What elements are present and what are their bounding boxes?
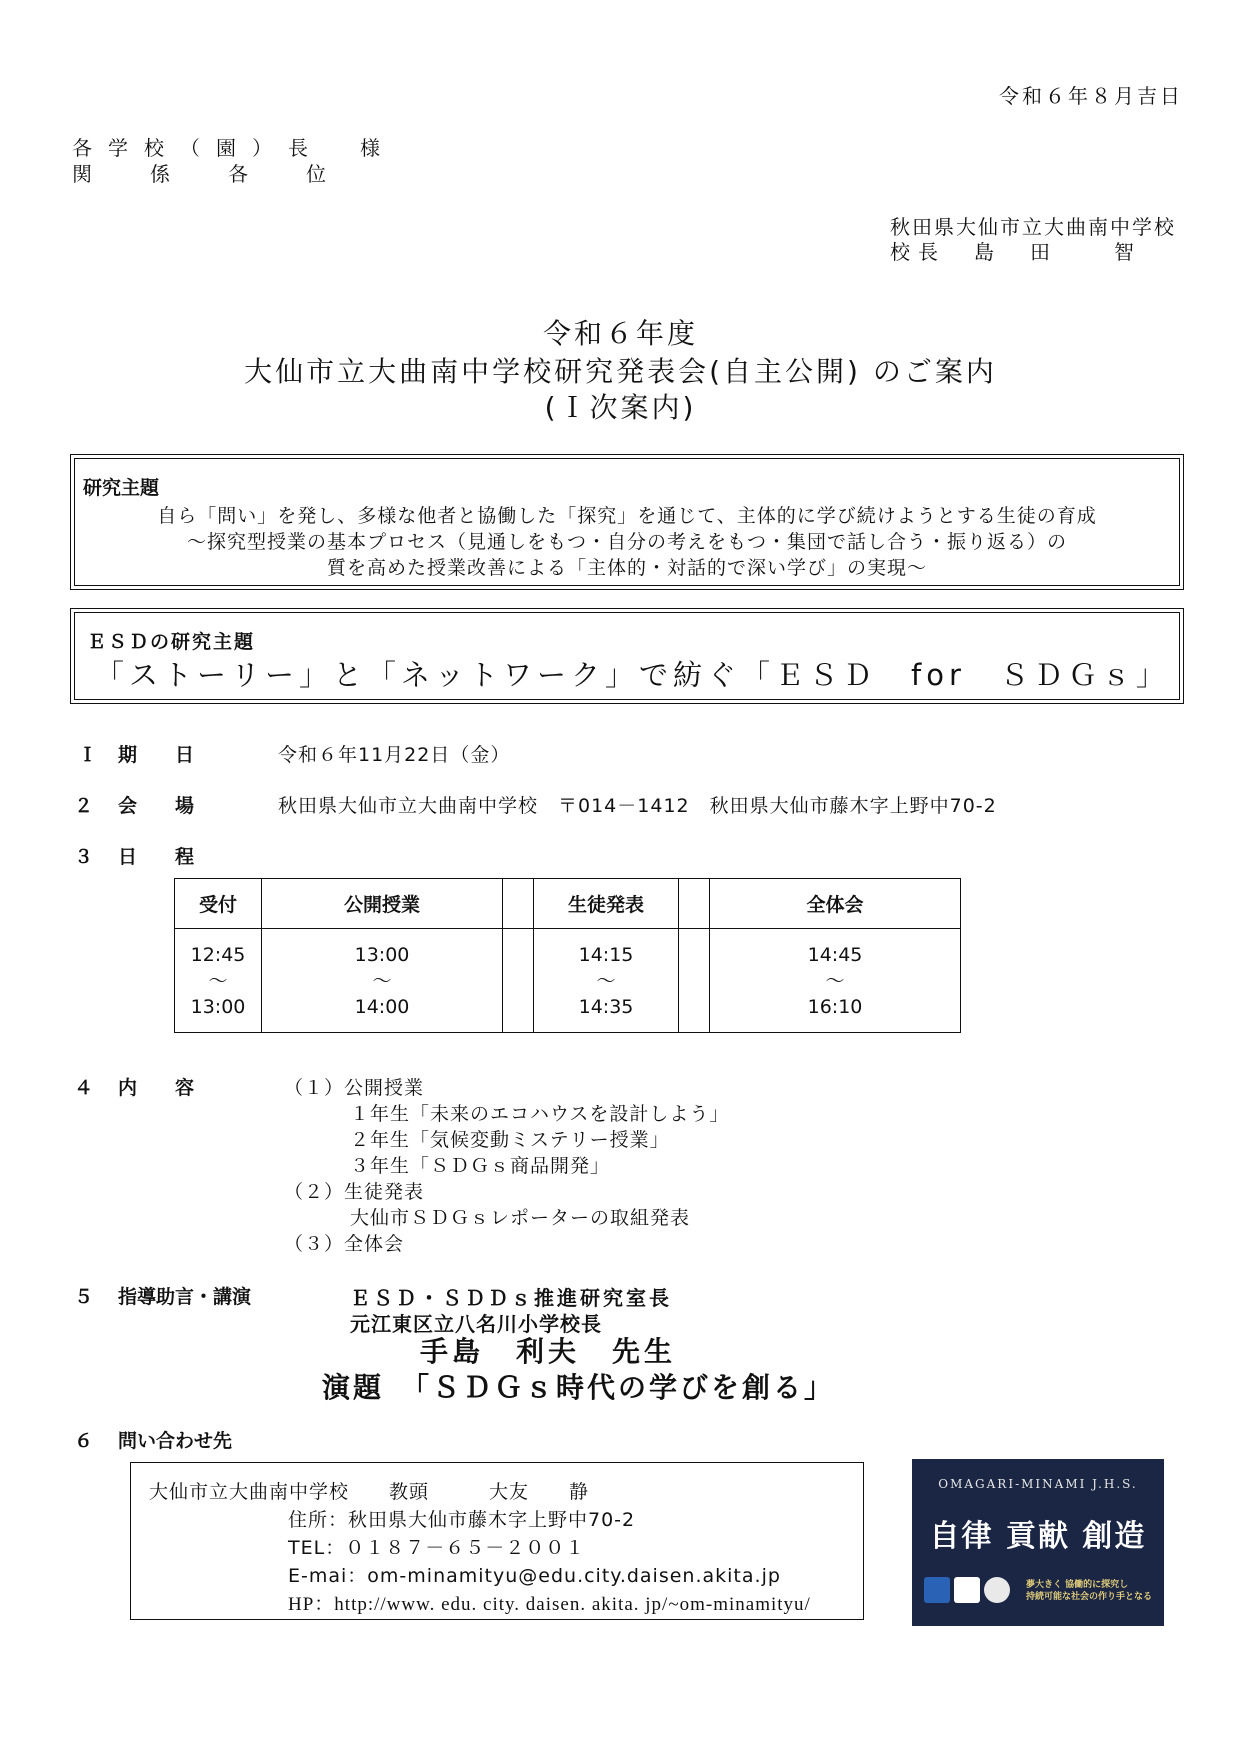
recipient-line-2: 関係各位 (72, 162, 384, 186)
schedule-gap-cell (679, 929, 710, 1033)
advisor-title-1: ＥＳＤ・ＳＤＤｓ推進研究室長 (350, 1286, 672, 1310)
section-label-venue: 会場 (118, 795, 233, 817)
contact-homepage: HP：http://www. edu. city. daisen. akita. jp/~om-minamityu/ (288, 1594, 811, 1615)
section-number: Ｉ (78, 744, 98, 766)
sender-school: 秋田県大仙市立大曲南中学校 (890, 215, 1176, 239)
time-start: 14:15 (578, 943, 634, 966)
schedule-gap-cell (503, 929, 534, 1033)
section-label-contact: 問い合わせ先 (118, 1430, 233, 1452)
sdgs-wheel-icon (984, 1577, 1010, 1603)
section-number: ４ (74, 1077, 94, 1099)
research-theme-line-1: 自ら「問い」を発し、多様な他者と協働した「探究」を通じて、主体的に学び続けようとする生徒の育成 (157, 505, 1097, 527)
contact-email: E-mai：om-minamityu@edu.city.daisen.akita.jp (288, 1565, 781, 1587)
schedule-time-cell (262, 929, 503, 1033)
logo-slogan-line-2: 持続可能な社会の作り手となる (1026, 1592, 1153, 1602)
schedule-table (174, 878, 961, 1033)
time-separator: ～ (825, 969, 845, 992)
time-separator: ～ (596, 969, 616, 992)
time-start: 12:45 (190, 943, 246, 966)
logo-badges (924, 1577, 1010, 1603)
content-item-student-presentation: （２）生徒発表 (284, 1181, 425, 1203)
content-subitem: １年生「未来のエコハウスを設計しよう」 (350, 1103, 730, 1125)
logo-slogan (1026, 1579, 1152, 1603)
esd-theme-heading: ＥＳＤの研究主題 (87, 631, 256, 653)
advisor-title-2: 元江東区立八名川小学校長 (350, 1312, 602, 1336)
content-subitem: 大仙市ＳＤＧｓレポーターの取組発表 (350, 1207, 691, 1229)
sender-principal: 校長 島 田 智 (890, 240, 1142, 264)
section-number: ６ (74, 1430, 94, 1452)
section-number: ３ (74, 846, 94, 868)
time-end: 14:00 (354, 995, 410, 1018)
schedule-time-cell (175, 929, 262, 1033)
time-separator: ～ (208, 969, 228, 992)
logo-school-name: OMAGARI-MINAMI J.H.S. (938, 1477, 1138, 1491)
section-label-advisor: 指導助言・講演 (118, 1286, 252, 1308)
schedule-time-row (175, 929, 961, 1033)
content-subitem: ２年生「気候変動ミステリー授業」 (350, 1129, 670, 1151)
document-date: 令和６年８月吉日 (999, 84, 1183, 108)
content-subitem: ３年生「ＳＤＧｓ商品開発」 (350, 1155, 611, 1177)
time-end: 16:10 (807, 995, 863, 1018)
unesco-icon (954, 1577, 980, 1603)
schedule-header-cell: 生徒発表 (534, 879, 679, 929)
esd-theme-box (74, 612, 1180, 700)
section-label-contents: 内容 (118, 1077, 233, 1099)
contact-box (130, 1462, 864, 1620)
schedule-header-cell: 公開授業 (262, 879, 503, 929)
event-date-value: 令和６年11月22日（金） (278, 744, 511, 766)
time-start: 14:45 (807, 943, 863, 966)
section-number: ２ (74, 795, 94, 817)
venue-value: 秋田県大仙市立大曲南中学校 〒014－1412 秋田県大仙市藤木字上野中70-2 (278, 795, 997, 817)
section-number: ５ (74, 1286, 94, 1308)
research-theme-line-2: ～探究型授業の基本プロセス（見通しをもつ・自分の考えをもつ・集団で話し合う・振り返る）の (186, 531, 1067, 553)
lecture-title: 演題 「ＳＤＧｓ時代の学びを創る」 (322, 1371, 836, 1404)
contact-person: 大仙市立大曲南中学校 教頭 大友 静 (149, 1481, 590, 1503)
logo-slogan-line-1: 夢大きく 協働的に探究し (1026, 1580, 1129, 1590)
time-end: 13:00 (190, 995, 246, 1018)
schedule-gap-cell (679, 879, 710, 929)
schedule-time-cell (710, 929, 961, 1033)
logo-motto: 自律 貢献 創造 (929, 1519, 1147, 1554)
schedule-header-row (175, 879, 961, 929)
section-label-schedule: 日程 (118, 846, 233, 868)
school-logo (912, 1459, 1164, 1626)
schedule-gap-cell (503, 879, 534, 929)
section-label-date: 期日 (118, 744, 233, 766)
schedule-header-cell: 全体会 (710, 879, 961, 929)
time-end: 14:35 (578, 995, 634, 1018)
advisor-name: 手島 利夫 先生 (420, 1335, 677, 1368)
content-item-open-class: （１）公開授業 (284, 1077, 425, 1099)
contact-tel: TEL：０１８７－６５－２００１ (288, 1537, 586, 1559)
schedule-header-cell: 受付 (175, 879, 262, 929)
title-line-2: 大仙市立大曲南中学校研究発表会(自主公開) のご案内 (244, 355, 997, 388)
research-theme-box (74, 458, 1180, 586)
school-emblem-icon (924, 1577, 950, 1603)
time-separator: ～ (372, 969, 392, 992)
recipient-line-1: 各学校（園）長 様 (72, 136, 396, 160)
research-theme-heading: 研究主題 (83, 477, 160, 499)
content-item-general-meeting: （３）全体会 (284, 1233, 405, 1255)
time-start: 13:00 (354, 943, 410, 966)
title-line-1: 令和６年度 (542, 317, 698, 350)
research-theme-line-3: 質を高めた授業改善による「主体的・対話的で深い学び」の実現～ (326, 557, 927, 579)
esd-theme-body: 「ストーリー」と「ネットワーク」で紡ぐ「ＥＳＤ for ＳＤＧｓ」 (95, 658, 1170, 692)
title-line-3: (Ｉ次案内) (544, 391, 697, 424)
schedule-time-cell (534, 929, 679, 1033)
contact-address: 住所：秋田県大仙市藤木字上野中70-2 (288, 1509, 636, 1531)
